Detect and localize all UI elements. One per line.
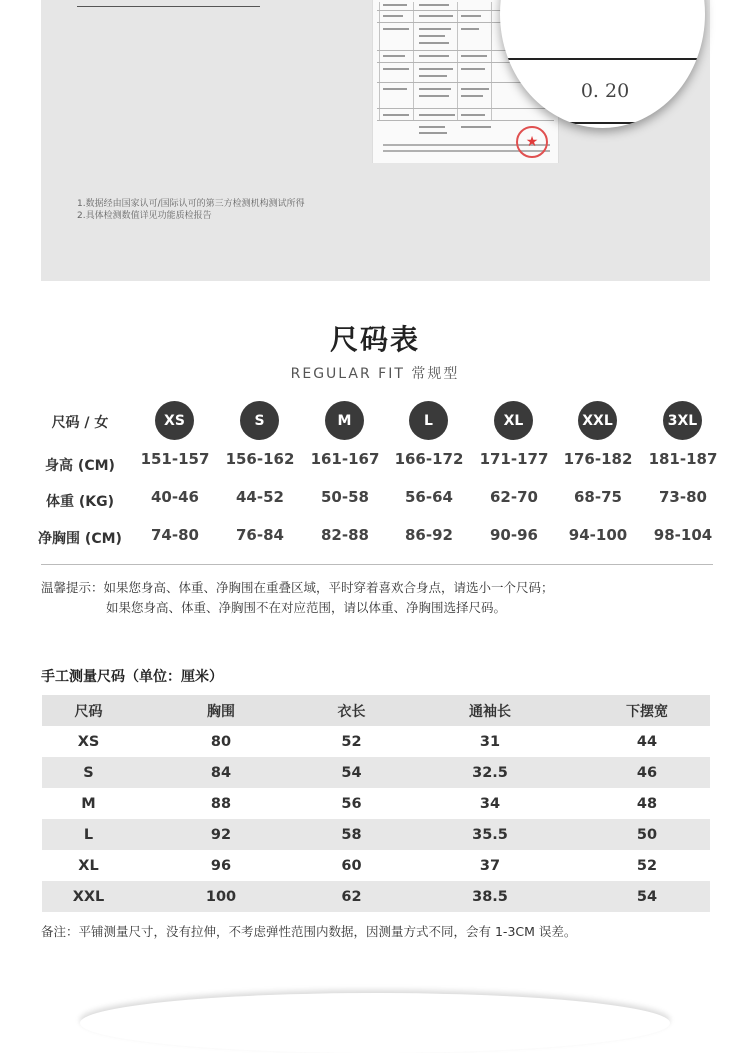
table-cell: 58 (307, 819, 396, 850)
panel-divider (77, 6, 260, 7)
table-cell: 37 (479, 857, 501, 874)
table-header-row (42, 695, 710, 726)
doc-text-stroke (419, 15, 453, 17)
column-header: 胸围 (135, 695, 307, 726)
size-tips (41, 578, 554, 618)
doc-text-stroke (419, 28, 451, 30)
chest-cell: 98-104 (653, 526, 713, 544)
chest-cell: 74-80 (151, 526, 199, 544)
column-header: 衣长 (307, 695, 396, 726)
row-label-height: 身高 (CM) (45, 458, 115, 474)
doc-text-stroke (419, 55, 449, 57)
doc-text-stroke (461, 88, 489, 90)
doc-line (377, 120, 554, 121)
report-notes (77, 198, 305, 222)
doc-text-stroke (419, 68, 453, 70)
red-seal-stamp (516, 126, 548, 158)
table-cell: 62 (307, 881, 396, 912)
table-cell: 54 (584, 881, 710, 912)
doc-text-stroke (461, 114, 485, 116)
height-cell: 161-167 (310, 450, 380, 468)
weight-cell: 56-64 (405, 488, 453, 506)
size-header-label: 尺码 / 女 (51, 415, 109, 431)
doc-text-stroke (383, 28, 409, 30)
doc-text-stroke (419, 42, 449, 44)
table-cell: 32.5 (396, 757, 584, 788)
table-cell: 35.5 (396, 819, 584, 850)
doc-text-stroke (419, 4, 449, 6)
table-cell: 34 (479, 795, 501, 812)
table-cell: 54 (307, 757, 396, 788)
table-cell: 31 (479, 733, 501, 750)
table-row (42, 726, 710, 757)
table-cell: 92 (135, 819, 307, 850)
table-cell: S (42, 757, 135, 788)
doc-text-stroke (383, 88, 407, 90)
doc-text-stroke (383, 15, 403, 17)
doc-text-stroke (383, 114, 409, 116)
table-row (42, 881, 710, 912)
doc-line (413, 2, 414, 120)
size-chart-title: 尺码表 (329, 323, 420, 356)
magnifier-rule (500, 58, 705, 60)
doc-text-stroke (383, 55, 405, 57)
doc-text-stroke (419, 114, 455, 116)
doc-text-stroke (383, 4, 407, 6)
size-chart-subtitle: REGULAR FIT 常规型 (290, 366, 460, 382)
doc-text-stroke (383, 68, 409, 70)
height-cell: 171-177 (479, 450, 549, 468)
table-row (42, 850, 710, 881)
size-badge-xs: XS (155, 401, 194, 440)
doc-text-stroke (461, 95, 483, 97)
height-cell: 151-157 (140, 450, 210, 468)
doc-line (379, 2, 380, 120)
table-cell: 84 (135, 757, 307, 788)
table-cell: 38.5 (396, 881, 584, 912)
table-row (42, 819, 710, 850)
height-cell: 166-172 (394, 450, 464, 468)
table-row (42, 757, 710, 788)
table-cell: 46 (584, 757, 710, 788)
height-cell: 156-162 (225, 450, 295, 468)
table-cell: 52 (636, 857, 658, 874)
measurement-table (42, 695, 710, 912)
table-cell: 56 (341, 795, 362, 812)
chest-cell: 76-84 (236, 526, 284, 544)
row-label-weight: 体重 (KG) (45, 494, 114, 510)
size-badge-m: M (325, 401, 364, 440)
doc-line (457, 2, 458, 120)
next-section-edge (80, 993, 670, 1053)
table-cell: 52 (341, 733, 362, 750)
measurement-table-title: 手工测量尺码（单位：厘米） (41, 669, 223, 685)
column-header: 尺码 (42, 695, 135, 726)
tip-line: 如果您身高、体重、净胸围不在对应范围，请以体重、净胸围选择尺码。 (106, 600, 507, 615)
table-cell: 80 (210, 733, 232, 750)
table-cell: M (81, 795, 96, 812)
table-cell: 60 (341, 857, 362, 874)
weight-cell: 62-70 (490, 488, 538, 506)
column-header: 通袖长 (396, 695, 584, 726)
measurement-footnote: 备注：平铺测量尺寸，没有拉伸，不考虑弹性范围内数据，因测量方式不同，会有 1-3CM 误差。 (41, 924, 577, 939)
table-cell: XL (78, 857, 99, 874)
report-note: 1.数据经由国家认可/国际认可的第三方检测机构测试所得 (77, 199, 305, 209)
tip-line: 温馨提示：如果您身高、体重、净胸围在重叠区域，平时穿着喜欢合身点，请选小一个尺码； (41, 580, 554, 595)
doc-text-stroke (419, 132, 447, 134)
size-badge-3xl: 3XL (663, 401, 702, 440)
doc-text-stroke (461, 68, 485, 70)
height-cell: 176-182 (563, 450, 633, 468)
size-badge-xl: XL (494, 401, 533, 440)
table-cell: 50 (584, 819, 710, 850)
doc-text-stroke (461, 15, 481, 17)
doc-line (491, 2, 492, 120)
table-cell: XXL (42, 881, 135, 912)
doc-text-stroke (461, 126, 491, 128)
chest-cell: 94-100 (568, 526, 628, 544)
table-row (42, 788, 710, 819)
table-cell: XS (77, 733, 100, 750)
chest-cell: 90-96 (490, 526, 538, 544)
doc-text-stroke (461, 28, 479, 30)
magnified-value: 0. 20 (580, 80, 630, 102)
table-cell: 96 (210, 857, 232, 874)
weight-cell: 50-58 (321, 488, 369, 506)
table-cell: 48 (636, 795, 658, 812)
doc-line (377, 108, 554, 109)
weight-cell: 73-80 (659, 488, 707, 506)
magnifier-rule (530, 122, 675, 124)
weight-cell: 44-52 (236, 488, 284, 506)
chest-cell: 86-92 (405, 526, 453, 544)
size-badge-s: S (240, 401, 279, 440)
doc-text-stroke (419, 95, 449, 97)
table-cell: 100 (135, 881, 307, 912)
table-cell: 44 (636, 733, 658, 750)
size-badge-l: L (409, 401, 448, 440)
doc-text-stroke (461, 55, 487, 57)
section-divider (41, 564, 713, 565)
doc-text-stroke (419, 88, 451, 90)
weight-cell: 40-46 (151, 488, 199, 506)
weight-cell: 68-75 (574, 488, 622, 506)
size-badge-xxl: XXL (578, 401, 617, 440)
doc-text-stroke (419, 126, 445, 128)
doc-text-stroke (419, 75, 447, 77)
row-label-chest: 净胸围 (CM) (38, 531, 122, 547)
table-cell: L (42, 819, 135, 850)
doc-text-stroke (419, 35, 445, 37)
report-note: 2.具体检测数值详见功能质检报告 (77, 211, 212, 221)
chest-cell: 82-88 (321, 526, 369, 544)
seal-star-icon: ★ (525, 134, 539, 150)
table-cell: 88 (210, 795, 232, 812)
column-header: 下摆宽 (584, 695, 710, 726)
height-cell: 181-187 (648, 450, 718, 468)
